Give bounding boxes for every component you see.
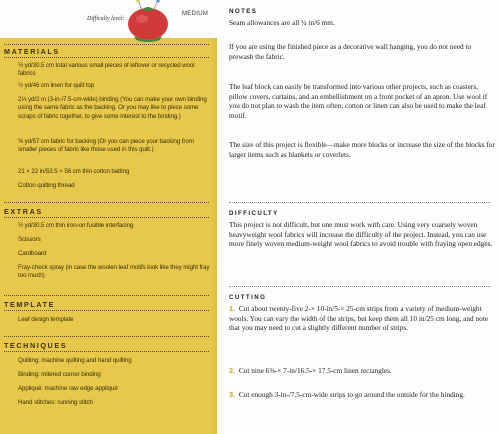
template-item: Leaf design template xyxy=(18,316,74,323)
difficulty-rule xyxy=(229,202,491,203)
cutting-step: 2. Cut nine 6⅜-× 7-in/16.5-× 17.5-cm linen rectangles. xyxy=(229,366,392,375)
cutting-step: 3. Cut enough 3-in-/7.5-cm-wide strips to go around the outside for the binding. xyxy=(229,390,465,399)
template-rule-top xyxy=(4,295,209,296)
techniques-heading: TECHNIQUES xyxy=(4,341,68,350)
techniques-rule xyxy=(4,351,209,352)
techniques-item: Appliqué: machine raw edge appliqué xyxy=(18,385,118,392)
techniques-rule-top xyxy=(4,336,209,337)
techniques-item: Quilting: machine quilting and hand quilting xyxy=(18,357,132,364)
notes-paragraph: Seam allowances are all ¼ in/6 mm. xyxy=(229,18,335,27)
difficulty-value: MEDIUM xyxy=(182,11,209,17)
materials-item: Cotton quilting thread xyxy=(18,182,75,189)
materials-item: ⅝ yd/57 cm fabric for backing (Or you can piece your backing from smaller pieces of fabric like those used in this quilt.) xyxy=(18,138,194,154)
materials-rule xyxy=(4,57,209,58)
materials-item: ½ yd/30.5 cm total various small pieces of leftover or recycled wool fabrics xyxy=(18,62,195,78)
cutting-step: 1. Cut about twenty-five 2-× 10-in/5-× 25-cm strips from a variety of medium-weight wools. You can vary the width of the strips, but keep them all 10 in/25 cm long, and note that you may need to cut a slightly different number of strips. xyxy=(229,304,489,333)
step-number: 3. xyxy=(229,390,236,399)
extras-item: Fray-check spray (in case the woolen leaf motifs look like they might fray too much) xyxy=(18,264,210,280)
materials-rule-top xyxy=(4,44,209,45)
template-heading: TEMPLATE xyxy=(4,300,55,309)
cutting-heading: CUTTING xyxy=(229,294,267,301)
difficulty-label: Difficulty level: xyxy=(87,16,125,22)
cutting-rule xyxy=(229,286,491,287)
extras-rule xyxy=(4,217,209,218)
extras-item: ½ yd/30.5 cm thin iron-on fusible interfacing xyxy=(18,222,134,229)
pincushion-icon xyxy=(120,0,180,42)
materials-heading: MATERIALS xyxy=(4,47,60,56)
template-rule xyxy=(4,310,209,311)
step-number: 2. xyxy=(229,366,236,375)
difficulty-heading: DIFFICULTY xyxy=(229,210,279,217)
materials-item: 21 × 22 in/53.5 × 56 cm thin cotton batting xyxy=(18,168,130,175)
materials-item: 2⅓ yd/2 m (3-in-/7.5-cm-wide) binding (You can make your own binding using the same fabric as the backing. Or you may like to piece some scraps of fabric together, to give some interest to the binding.) xyxy=(18,96,207,120)
extras-item: Cardboard xyxy=(18,250,47,257)
notes-paragraph: If you are using the finished piece as a decorative wall hanging, you do not need to prewash the fabric. xyxy=(229,42,472,61)
step-number: 1. xyxy=(229,304,236,313)
notes-paragraph: The size of this project is flexible—make more blocks or increase the size of the blocks for larger items such as blankets or coverlets. xyxy=(229,140,495,159)
extras-item: Scissors xyxy=(18,236,41,243)
techniques-item: Hand stitches: running stitch xyxy=(18,399,93,406)
notes-paragraph: The leaf block can easily be transformed into various other projects, such as coasters, pillow covers, curtains, and an embellishment on a front pocket of an apron. Use wool if you do not plan to wash the item often; cotton or linen can also be used to make the leaf motif. xyxy=(229,82,488,120)
extras-heading: EXTRAS xyxy=(4,207,43,216)
materials-item: ½ yd/46 cm linen for quilt top xyxy=(18,82,95,89)
techniques-item: Binding: mitered corner binding xyxy=(18,371,101,378)
notes-heading: NOTES xyxy=(229,8,258,15)
extras-rule-top xyxy=(4,202,209,203)
page-fold-shade xyxy=(210,38,217,434)
difficulty-paragraph: This project is not difficult, but one must work with care. Using very coarsely woven heavyweight wool fabrics will increase the difficulty of the project. Instead, you can use more finely woven medium-weight wool fabrics to avoid trouble with fraying open edges. xyxy=(229,220,493,249)
